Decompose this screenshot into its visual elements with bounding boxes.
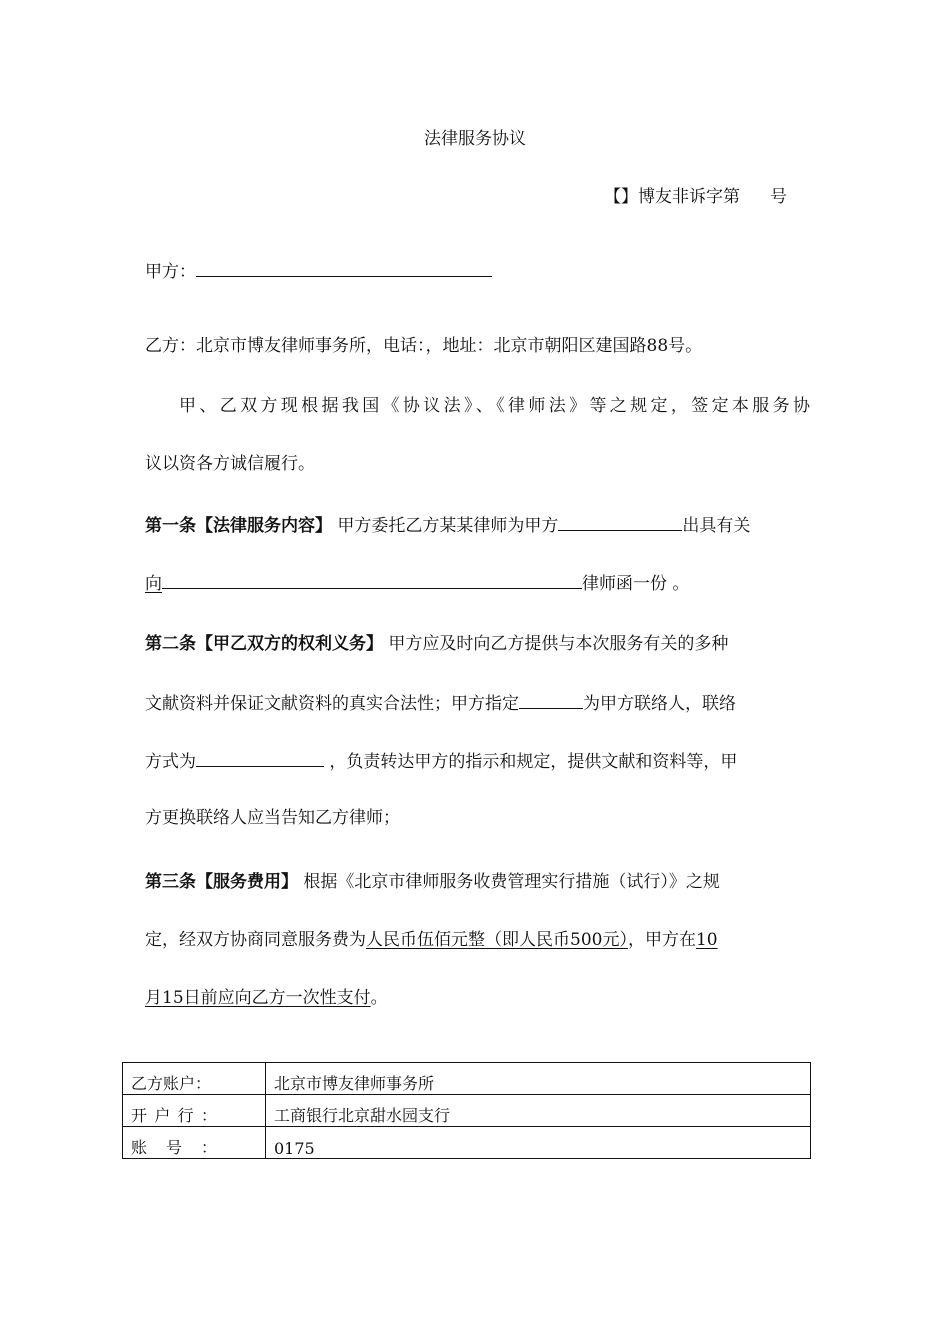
document-number-suffix: 号 [770,187,787,207]
document-number [604,182,787,207]
bank-label-text [131,1103,217,1126]
account-name-value: 北京市博友律师事务所 [266,1063,811,1095]
article-1-heading: 第一条【法律服务内容】 [145,516,332,536]
article-3-line2-b: ，甲方在 [627,930,696,950]
article-3-line3-b: 。 [370,988,388,1008]
article-1-blank-2 [162,570,582,589]
account-table [122,1062,811,1159]
table-row [123,1095,811,1127]
article-1-line2-head: 向 [145,574,162,594]
account-number-value: 0175 [266,1127,811,1159]
contact-person-blank [519,690,583,709]
preamble-line-1: 甲、乙双方现根据我国《协议法》、《律师法》等之规定，签定本服务协 [179,396,810,416]
label-char: ： [200,1138,217,1157]
bank-value: 工商银行北京甜水园支行 [266,1095,811,1127]
article-2-line2-a: 文献资料并保证文献资料的真实合法性；甲方指定 [145,694,519,714]
article-2-line3-b: ，负责转达甲方的指示和规定，提供文献和资料等，甲 [329,752,738,772]
article-3-line2-a: 定，经双方协商同意服务费为 [145,930,366,950]
page-title: 法律服务协议 [424,129,526,149]
article-2-line2-b: 为甲方联络人，联络 [583,694,736,714]
article-3-line-2 [145,928,810,952]
party-a-line [145,258,810,284]
account-number-label [123,1127,266,1159]
account-name-label: 乙方账户： [123,1063,266,1095]
article-3-text: 根据《北京市律师服务收费管理实行措施（试行）》之规 [303,872,720,892]
article-3-heading: 第三条【服务费用】 [145,872,298,892]
article-3-line-1 [145,870,810,894]
article-1-line-2 [145,570,810,596]
account-number-label-text [131,1135,217,1158]
service-fee-amount: 人民币伍佰元整（即人民币500元） [366,930,628,950]
table-row [123,1063,811,1095]
article-2-line-1 [145,632,810,656]
article-2-line-4: 方更换联络人应当告知乙方律师； [145,808,400,828]
article-1-tail: 出具有关 [682,516,751,536]
label-char: ： [200,1106,217,1125]
label-char: 账 [131,1138,148,1157]
payment-deadline: 月15日前应向乙方一次性支付 [145,988,371,1008]
contact-method-blank [196,748,324,767]
article-1-blank-1 [558,512,682,531]
article-1-text: 甲方委托乙方某某律师为甲方 [337,516,559,536]
article-2-text: 甲方应及时向乙方提供与本次服务有关的多种 [388,634,729,654]
article-2-line-2 [145,690,810,716]
article-1-line-1 [145,512,810,538]
party-b-line: 乙方：北京市博友律师事务所，电话：，地址：北京市朝阳区建国路88号。 [145,336,703,356]
party-a-label: 甲方： [145,262,196,282]
bank-label [123,1095,266,1127]
label-char: 户 [154,1106,171,1125]
label-char: 号 [165,1138,182,1157]
article-1-line2-tail: 律师函一份 。 [582,574,690,594]
document-number-prefix: 【】博友非诉字第 [604,187,740,207]
label-char: 开 [131,1106,148,1125]
label-char: 行 [177,1106,194,1125]
table-row [123,1127,811,1159]
article-2-line3-a: 方式为 [145,752,196,772]
payment-month: 10 [695,930,718,950]
party-a-blank [196,258,492,277]
article-3-line-3 [145,986,810,1010]
preamble-line-2: 议以资各方诚信履行。 [145,454,315,474]
article-2-heading: 第二条【甲乙双方的权利义务】 [145,634,383,654]
article-2-line-3 [145,748,810,774]
